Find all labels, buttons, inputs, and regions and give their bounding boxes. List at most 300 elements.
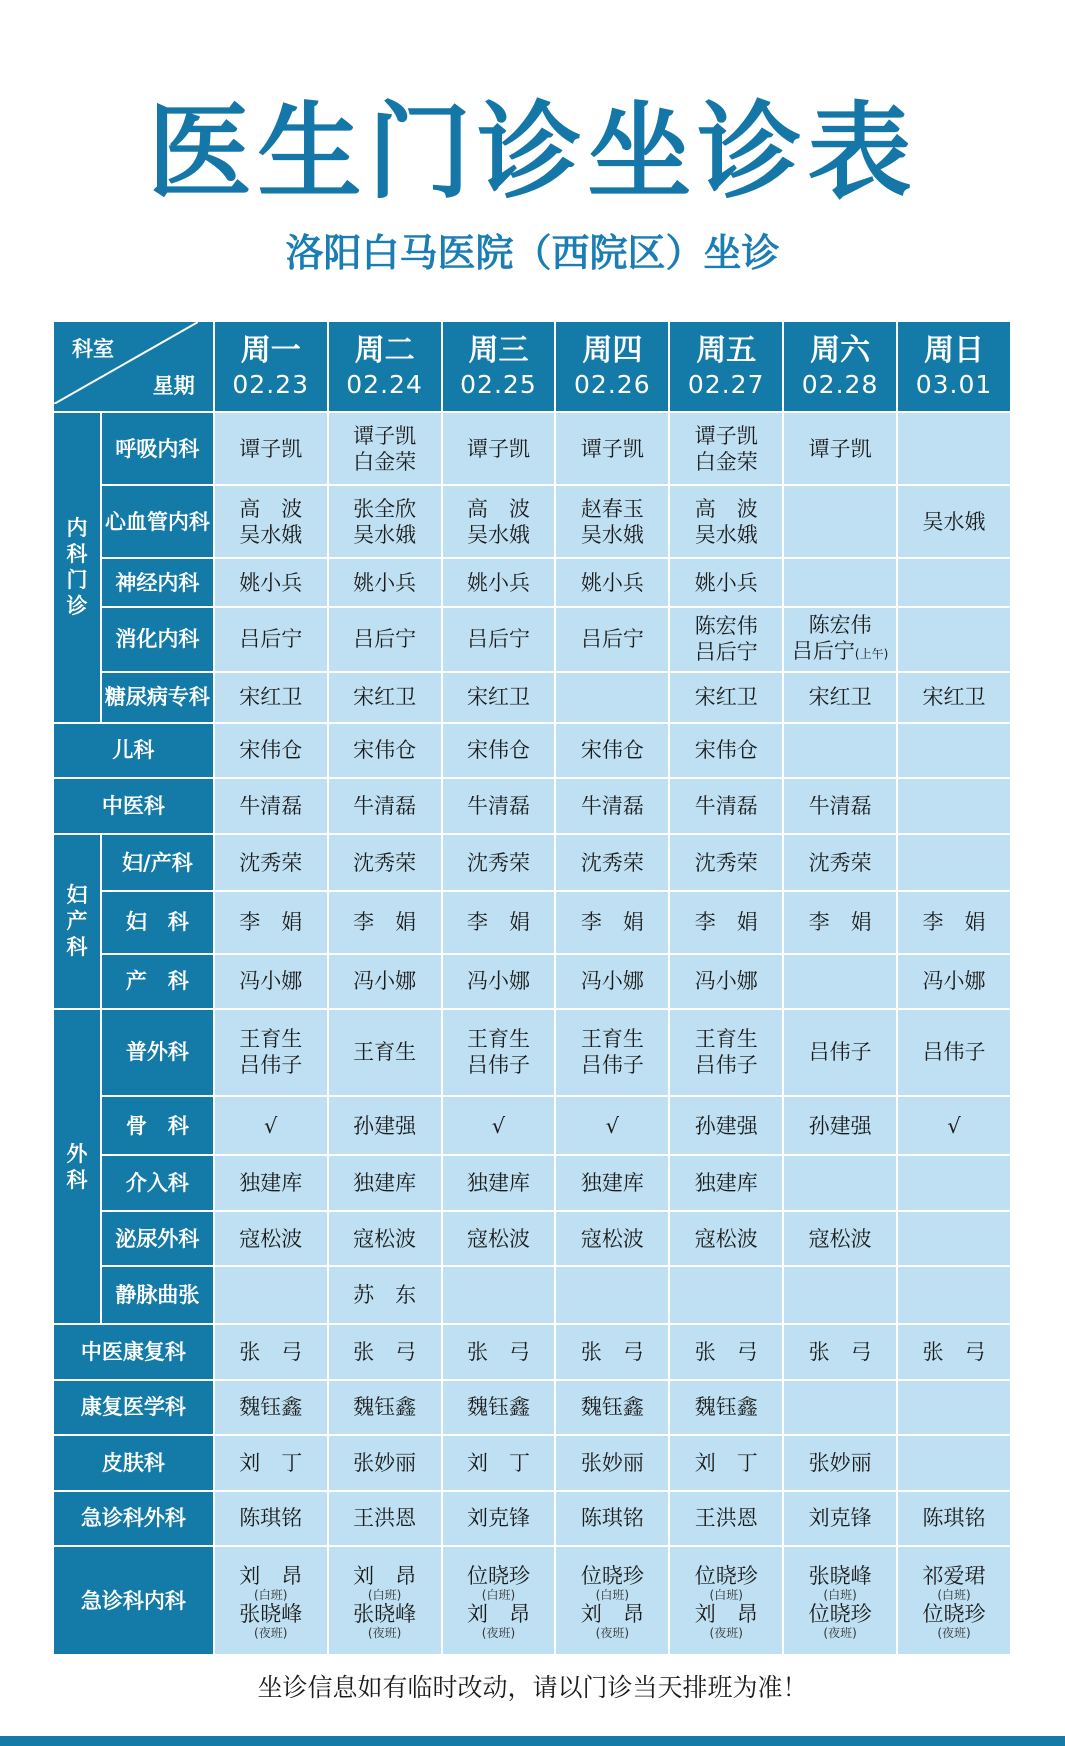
doctor-name: 沈秀荣 <box>353 850 417 875</box>
schedule-cell <box>442 1211 556 1266</box>
doctor-name: 张妙丽 <box>353 1450 417 1475</box>
doctor-name: 李 娟 <box>922 910 986 935</box>
doctor-name: 吕后宁 <box>694 640 758 665</box>
doctor-name: 独建库 <box>239 1171 303 1196</box>
schedule-cell <box>783 485 897 558</box>
dept-label: 急诊科外科 <box>53 1491 214 1546</box>
doctor-name: 吕伟子 <box>580 1053 644 1078</box>
doctor-name: √ <box>491 1113 506 1138</box>
schedule-cell <box>555 1380 669 1435</box>
doctor-name: 高 波 <box>694 496 758 521</box>
schedule-cell <box>669 1435 783 1490</box>
doctor-name: 姚小兵 <box>694 570 758 595</box>
doctor-name: 张妙丽 <box>808 1450 872 1475</box>
schedule-cell <box>442 1491 556 1546</box>
doctor-name: 陈宏伟 <box>694 614 758 639</box>
doctor-name: 魏钰鑫 <box>353 1395 417 1420</box>
schedule-cell <box>555 891 669 953</box>
schedule-cell <box>328 778 442 833</box>
header-day-1 <box>214 321 328 412</box>
schedule-cell <box>555 778 669 833</box>
schedule-cell <box>783 778 897 833</box>
schedule-cell <box>669 778 783 833</box>
shift-label: (夜班) <box>481 1625 516 1640</box>
schedule-cell <box>328 607 442 671</box>
doctor-name: 王育生 <box>580 1027 644 1052</box>
doctor-name: 吕伟子 <box>694 1053 758 1078</box>
page-title: 医生门诊坐诊表 <box>147 91 918 213</box>
schedule-cell <box>328 1155 442 1210</box>
schedule-cell <box>783 1546 897 1655</box>
doctor-name: 姚小兵 <box>580 570 644 595</box>
schedule-cell <box>555 1266 669 1324</box>
doctor-name: 吴水娥 <box>694 522 758 547</box>
schedule-cell <box>897 954 1011 1009</box>
schedule-cell <box>783 558 897 607</box>
schedule-cell <box>897 412 1011 485</box>
doctor-name: 张晓峰 <box>239 1601 303 1626</box>
doctor-name: 吴水娥 <box>353 522 417 547</box>
header-day-5 <box>669 321 783 412</box>
doctor-name: 沈秀荣 <box>239 850 303 875</box>
schedule-cell <box>897 1211 1011 1266</box>
schedule-cell <box>783 1096 897 1156</box>
doctor-name: 位晓珍 <box>580 1563 644 1588</box>
page-subtitle: 洛阳白马医院（西院区）坐诊 <box>285 231 780 275</box>
dept-label: 泌尿外科 <box>101 1211 214 1266</box>
dept-label: 急诊科内科 <box>53 1546 214 1655</box>
date-label: 02.28 <box>801 369 879 399</box>
schedule-cell <box>783 412 897 485</box>
schedule-cell <box>783 607 897 671</box>
doctor-name: 王育生 <box>353 1040 417 1065</box>
doctor-name: 寇松波 <box>694 1226 758 1251</box>
schedule-cell <box>328 672 442 723</box>
corner-dept-label: 科室 <box>72 337 114 361</box>
schedule-cell <box>442 485 556 558</box>
doctor-name: 吕后宁 <box>791 638 855 663</box>
dept-label: 介入科 <box>101 1155 214 1210</box>
doctor-name: 魏钰鑫 <box>239 1395 303 1420</box>
schedule-cell <box>442 1324 556 1379</box>
doctor-name: √ <box>947 1113 961 1138</box>
schedule-cell <box>669 485 783 558</box>
group-char: 内 <box>66 516 88 541</box>
doctor-name: 宋红卫 <box>353 685 417 710</box>
doctor-name: 沈秀荣 <box>808 850 872 875</box>
header-day-3 <box>442 321 556 412</box>
doctor-name: 刘 昂 <box>580 1601 644 1626</box>
schedule-cell <box>669 1211 783 1266</box>
schedule-row <box>53 672 1011 723</box>
group-char: 科 <box>66 935 88 960</box>
doctor-name: 宋红卫 <box>694 685 758 710</box>
shift-label: (夜班) <box>595 1625 630 1640</box>
schedule-cell <box>555 723 669 778</box>
schedule-cell <box>328 1266 442 1324</box>
doctor-name: 吕后宁 <box>580 627 644 652</box>
group-char: 产 <box>66 909 88 934</box>
schedule-row <box>53 412 1011 485</box>
schedule-cell <box>897 1380 1011 1435</box>
doctor-name: 魏钰鑫 <box>694 1395 758 1420</box>
shift-label: (白班) <box>481 1587 516 1602</box>
schedule-cell <box>669 891 783 953</box>
doctor-name: 牛清磊 <box>353 793 417 818</box>
doctor-name: 谭子凯 <box>239 436 303 461</box>
schedule-cell <box>214 1096 328 1156</box>
schedule-cell <box>897 834 1011 892</box>
schedule-cell <box>555 1546 669 1655</box>
schedule-row <box>53 1096 1011 1156</box>
schedule-cell <box>328 485 442 558</box>
schedule-row <box>53 834 1011 892</box>
doctor-name: 谭子凯 <box>694 423 758 448</box>
doctor-name: 宋伟仓 <box>580 738 644 763</box>
doctor-name: 独建库 <box>694 1171 758 1196</box>
doctor-name: 牛清磊 <box>239 793 303 818</box>
doctor-name: 位晓珍 <box>466 1563 530 1588</box>
schedule-cell <box>555 607 669 671</box>
doctor-name: √ <box>605 1113 620 1138</box>
doctor-name: 沈秀荣 <box>580 850 644 875</box>
schedule-cell <box>897 723 1011 778</box>
doctor-name: 张晓峰 <box>353 1601 417 1626</box>
schedule-cell <box>442 558 556 607</box>
schedule-cell <box>214 954 328 1009</box>
schedule-row <box>53 558 1011 607</box>
doctor-name: 陈宏伟 <box>808 612 872 637</box>
schedule-cell <box>897 778 1011 833</box>
doctor-name: 刘 昂 <box>353 1563 417 1588</box>
doctor-name: 姚小兵 <box>466 570 530 595</box>
dept-label: 心血管内科 <box>101 485 214 558</box>
shift-note: (上午) <box>854 646 889 661</box>
date-label: 02.27 <box>687 369 765 399</box>
doctor-name: 宋红卫 <box>239 685 303 710</box>
schedule-row <box>53 1266 1011 1324</box>
doctor-name: 寇松波 <box>808 1226 872 1251</box>
schedule-cell <box>328 1009 442 1096</box>
schedule-cell <box>442 1546 556 1655</box>
schedule-cell <box>783 1155 897 1210</box>
date-label: 02.23 <box>232 369 309 399</box>
doctor-name: 张 弓 <box>353 1339 417 1364</box>
schedule-cell <box>783 723 897 778</box>
dept-label: 糖尿病专科 <box>101 672 214 723</box>
schedule-cell <box>442 1009 556 1096</box>
date-label: 03.01 <box>915 369 993 399</box>
dept-label: 儿科 <box>53 723 214 778</box>
schedule-cell <box>555 1211 669 1266</box>
doctor-name: 寇松波 <box>239 1226 303 1251</box>
schedule-row <box>53 1435 1011 1490</box>
group-char: 外 <box>66 1141 88 1166</box>
doctor-name: 位晓珍 <box>808 1601 872 1626</box>
schedule-cell <box>897 1009 1011 1096</box>
schedule-cell <box>897 485 1011 558</box>
schedule-cell <box>669 1491 783 1546</box>
schedule-cell <box>669 1009 783 1096</box>
schedule-cell <box>783 1266 897 1324</box>
doctor-name: 寇松波 <box>353 1226 417 1251</box>
doctor-name: 李 娟 <box>580 910 644 935</box>
doctor-name: 白金荣 <box>353 449 417 474</box>
schedule-cell <box>214 1266 328 1324</box>
date-label: 02.24 <box>346 369 423 399</box>
schedule-cell <box>442 954 556 1009</box>
doctor-name: 刘 丁 <box>694 1450 758 1475</box>
header-day-6 <box>783 321 897 412</box>
schedule-cell <box>214 1155 328 1210</box>
shift-label: (白班) <box>254 1587 288 1602</box>
schedule-cell <box>328 1435 442 1490</box>
schedule-cell <box>669 1155 783 1210</box>
schedule-cell <box>669 1096 783 1156</box>
doctor-name: 冯小娜 <box>694 969 758 994</box>
shift-label: (白班) <box>709 1587 743 1602</box>
doctor-name: 寇松波 <box>580 1226 644 1251</box>
doctor-name: 冯小娜 <box>466 969 530 994</box>
doctor-name: 李 娟 <box>239 910 303 935</box>
schedule-cell <box>897 672 1011 723</box>
doctor-name: 冯小娜 <box>353 969 417 994</box>
group-char: 科 <box>66 1167 88 1192</box>
schedule-row <box>53 607 1011 671</box>
schedule-row <box>53 1211 1011 1266</box>
shift-label: (白班) <box>367 1587 402 1602</box>
schedule-cell <box>442 412 556 485</box>
weekday-label: 周一 <box>240 332 301 368</box>
doctor-name: 张 弓 <box>808 1339 872 1364</box>
schedule-cell <box>555 558 669 607</box>
doctor-name: 张 弓 <box>694 1339 758 1364</box>
dept-label: 普外科 <box>101 1009 214 1096</box>
schedule-cell <box>328 558 442 607</box>
schedule-cell <box>783 954 897 1009</box>
doctor-name: 位晓珍 <box>694 1563 758 1588</box>
doctor-name: 李 娟 <box>808 910 872 935</box>
doctor-name: 吕后宁 <box>239 627 303 652</box>
schedule-cell <box>214 778 328 833</box>
doctor-name: 谭子凯 <box>353 423 417 448</box>
header-corner <box>53 321 214 412</box>
doctor-name: 陈琪铭 <box>580 1506 644 1531</box>
doctor-name: √ <box>264 1113 278 1138</box>
doctor-name: 冯小娜 <box>580 969 644 994</box>
schedule-cell <box>897 607 1011 671</box>
shift-label: (夜班) <box>823 1625 857 1640</box>
schedule-cell <box>783 1491 897 1546</box>
schedule-cell <box>328 1211 442 1266</box>
date-label: 02.26 <box>574 369 651 399</box>
schedule-cell <box>214 1435 328 1490</box>
group-char: 诊 <box>66 594 88 619</box>
doctor-name: 宋红卫 <box>922 685 986 710</box>
dept-label: 中医科 <box>53 778 214 833</box>
schedule-cell <box>897 1324 1011 1379</box>
schedule-cell <box>555 834 669 892</box>
doctor-name: 高 波 <box>466 496 530 521</box>
doctor-name: 孙建强 <box>694 1113 758 1138</box>
schedule-cell <box>783 1211 897 1266</box>
doctor-name: 沈秀荣 <box>694 850 758 875</box>
schedule-row <box>53 1491 1011 1546</box>
schedule-cell <box>783 834 897 892</box>
doctor-name: 张妙丽 <box>580 1450 644 1475</box>
doctor-name: 孙建强 <box>353 1113 417 1138</box>
schedule-cell <box>897 1491 1011 1546</box>
schedule-cell <box>442 672 556 723</box>
schedule-cell <box>897 891 1011 953</box>
schedule-cell <box>328 834 442 892</box>
doctor-name: 张晓峰 <box>808 1563 872 1588</box>
doctor-name: 张 弓 <box>580 1339 644 1364</box>
doctor-name: 吕伟子 <box>922 1040 986 1065</box>
group-char: 门 <box>66 568 88 593</box>
doctor-name: 宋伟仓 <box>466 738 530 763</box>
doctor-name: 吕后宁 <box>353 627 417 652</box>
doctor-name: 赵春玉 <box>580 496 644 521</box>
doctor-name: 独建库 <box>353 1171 417 1196</box>
schedule-cell <box>328 891 442 953</box>
schedule-cell <box>897 1155 1011 1210</box>
footer-note: 坐诊信息如有临时改动，请以门诊当天排班为准！ <box>257 1673 808 1702</box>
shift-label: (白班) <box>595 1587 630 1602</box>
doctor-name: 独建库 <box>466 1171 530 1196</box>
schedule-cell <box>214 1491 328 1546</box>
schedule-row <box>53 723 1011 778</box>
dept-label: 妇 科 <box>101 891 214 953</box>
schedule-cell <box>442 1380 556 1435</box>
schedule-cell <box>555 954 669 1009</box>
doctor-name: 沈秀荣 <box>466 850 530 875</box>
doctor-name: 王育生 <box>239 1027 303 1052</box>
schedule-cell <box>214 412 328 485</box>
weekday-label: 周四 <box>582 332 643 368</box>
doctor-name: 姚小兵 <box>353 570 417 595</box>
schedule-row <box>53 1324 1011 1379</box>
schedule-cell <box>897 1096 1011 1156</box>
shift-label: (夜班) <box>254 1625 288 1640</box>
doctor-name: 宋伟仓 <box>353 738 417 763</box>
doctor-name: 宋伟仓 <box>239 738 303 763</box>
doctor-name: 张全欣 <box>353 496 417 521</box>
doctor-name: 吕后宁 <box>466 627 530 652</box>
schedule-cell <box>783 1380 897 1435</box>
doctor-name: 刘克锋 <box>466 1506 530 1531</box>
doctor-name: 陈琪铭 <box>922 1506 986 1531</box>
weekday-label: 周日 <box>924 332 984 368</box>
doctor-name: 陈琪铭 <box>239 1506 303 1531</box>
schedule-cell <box>214 1324 328 1379</box>
schedule-row <box>53 1546 1011 1655</box>
group-char: 科 <box>66 542 88 567</box>
schedule-cell <box>328 412 442 485</box>
schedule-cell <box>555 1009 669 1096</box>
doctor-name: 高 波 <box>239 496 303 521</box>
doctor-name: 祁爱珺 <box>922 1563 986 1588</box>
doctor-name: 位晓珍 <box>922 1601 986 1626</box>
schedule-cell <box>442 834 556 892</box>
schedule-cell <box>328 723 442 778</box>
schedule-cell <box>783 672 897 723</box>
shift-label: (夜班) <box>937 1625 971 1640</box>
schedule-table <box>52 320 1012 1656</box>
schedule-row <box>53 485 1011 558</box>
schedule-row <box>53 1380 1011 1435</box>
doctor-name: 王育生 <box>466 1027 530 1052</box>
doctor-name: 寇松波 <box>466 1226 530 1251</box>
schedule-cell <box>669 607 783 671</box>
doctor-name: 张 弓 <box>922 1339 986 1364</box>
date-label: 02.25 <box>460 369 537 399</box>
doctor-name: 王洪恩 <box>353 1506 417 1531</box>
schedule-cell <box>442 891 556 953</box>
doctor-name: 牛清磊 <box>694 793 758 818</box>
dept-group-label <box>53 834 101 1009</box>
schedule-cell <box>669 558 783 607</box>
header-day-2 <box>328 321 442 412</box>
doctor-name: 吴水娥 <box>239 522 303 547</box>
doctor-name: 吴水娥 <box>466 522 530 547</box>
weekday-label: 周二 <box>354 332 415 368</box>
doctor-name: 张 弓 <box>466 1339 530 1364</box>
doctor-name: 刘 昂 <box>466 1601 530 1626</box>
doctor-name: 白金荣 <box>694 449 758 474</box>
schedule-cell <box>214 1380 328 1435</box>
doctor-name: 李 娟 <box>353 910 417 935</box>
shift-label: (白班) <box>823 1587 857 1602</box>
dept-label: 呼吸内科 <box>101 412 214 485</box>
schedule-cell <box>555 485 669 558</box>
schedule-cell <box>214 723 328 778</box>
doctor-name: 刘克锋 <box>808 1506 872 1531</box>
schedule-row <box>53 1009 1011 1096</box>
schedule-cell <box>669 723 783 778</box>
schedule-cell <box>442 607 556 671</box>
schedule-cell <box>669 1266 783 1324</box>
schedule-cell <box>214 672 328 723</box>
schedule-cell <box>669 672 783 723</box>
doctor-name: 宋红卫 <box>808 685 872 710</box>
doctor-name: 冯小娜 <box>922 969 986 994</box>
schedule-cell <box>555 1096 669 1156</box>
schedule-cell <box>669 1324 783 1379</box>
dept-label: 皮肤科 <box>53 1435 214 1490</box>
doctor-name: 谭子凯 <box>580 436 644 461</box>
schedule-cell <box>328 1096 442 1156</box>
schedule-cell <box>328 1380 442 1435</box>
schedule-cell <box>442 723 556 778</box>
schedule-cell <box>783 891 897 953</box>
doctor-name: 冯小娜 <box>239 969 303 994</box>
schedule-cell <box>783 1009 897 1096</box>
doctor-name: 王育生 <box>694 1027 758 1052</box>
schedule-cell <box>555 1491 669 1546</box>
weekday-label: 周三 <box>468 332 529 368</box>
dept-label: 中医康复科 <box>53 1324 214 1379</box>
schedule-cell <box>555 1155 669 1210</box>
doctor-name: 宋红卫 <box>466 685 530 710</box>
doctor-name: 李 娟 <box>694 910 758 935</box>
schedule-cell <box>669 412 783 485</box>
schedule-cell <box>555 1324 669 1379</box>
schedule-cell <box>669 1546 783 1655</box>
dept-label: 消化内科 <box>101 607 214 671</box>
schedule-cell <box>669 954 783 1009</box>
doctor-name: 吴水娥 <box>580 522 644 547</box>
